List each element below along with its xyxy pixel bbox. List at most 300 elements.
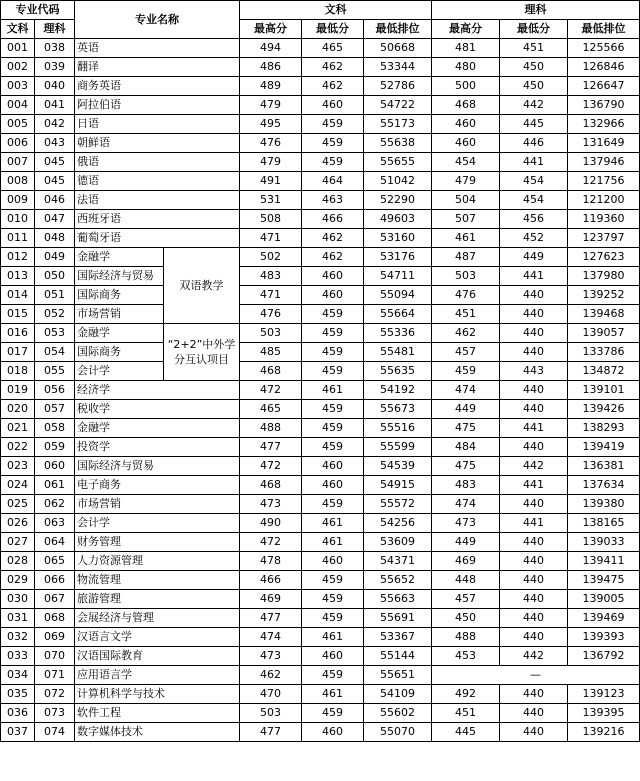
li-rank-cell: 132966 [568,115,640,134]
table-row [1,153,640,172]
wen-min-cell: 459 [302,134,364,153]
li-min-cell: 440 [500,723,568,742]
li-rank-cell: 139123 [568,685,640,704]
wen-max-cell: 489 [240,77,302,96]
wen-rank-cell: 55516 [364,419,432,438]
wen-max-cell: 472 [240,457,302,476]
major-name-cell: 会计学 [75,514,240,533]
li-code-cell: 065 [35,552,75,571]
wen-min-cell: 459 [302,343,364,362]
wen-min-cell: 459 [302,571,364,590]
wen-max-cell: 476 [240,305,302,324]
wen-max-cell: 468 [240,476,302,495]
li-max-cell: 449 [432,400,500,419]
wen-max-cell: 485 [240,343,302,362]
li-rank-cell: 123797 [568,229,640,248]
li-rank-cell: 136790 [568,96,640,115]
wen-min-cell: 460 [302,96,364,115]
li-rank-cell: 139469 [568,609,640,628]
wen-min-cell: 465 [302,39,364,58]
li-max-cell: 451 [432,305,500,324]
major-name-cell: 数字媒体技术 [75,723,240,742]
wen-rank-cell: 53160 [364,229,432,248]
li-min-cell: 440 [500,381,568,400]
wen-max-cell: 471 [240,286,302,305]
wen-max-cell: 479 [240,153,302,172]
wen-code-cell: 017 [1,343,35,362]
wen-max-cell: 491 [240,172,302,191]
li-rank-cell: 133786 [568,343,640,362]
major-name-cell: 汉语言文学 [75,628,240,647]
wen-min-cell: 462 [302,58,364,77]
li-max-cell: 503 [432,267,500,286]
wen-max-cell: 531 [240,191,302,210]
table-row [1,628,640,647]
table-row [1,191,640,210]
table-row [1,552,640,571]
wen-rank-cell: 54539 [364,457,432,476]
wen-rank-cell: 53609 [364,533,432,552]
wen-max-cell: 490 [240,514,302,533]
wen-rank-cell: 55691 [364,609,432,628]
li-rank-cell: 121756 [568,172,640,191]
table-row [1,723,640,742]
li-max-cell: 484 [432,438,500,457]
wen-code-header: 文科 [1,20,35,39]
li-code-cell: 041 [35,96,75,115]
li-rank-cell: 138293 [568,419,640,438]
li-max-cell: 459 [432,362,500,381]
li-rank-cell: 139005 [568,590,640,609]
li-max-cell: 450 [432,609,500,628]
li-code-cell: 050 [35,267,75,286]
li-min-cell: 450 [500,58,568,77]
li-min-cell: 440 [500,400,568,419]
li-rank-cell: 138165 [568,514,640,533]
major-name-cell: 市场营销 [75,495,240,514]
wen-code-cell: 012 [1,248,35,267]
wen-code-cell: 024 [1,476,35,495]
wen-min-cell: 459 [302,362,364,381]
wen-max-cell: 472 [240,533,302,552]
wen-code-cell: 037 [1,723,35,742]
wen-rank-cell: 55173 [364,115,432,134]
wen-max-cell: 466 [240,571,302,590]
li-max-cell: 483 [432,476,500,495]
li-min-cell: 445 [500,115,568,134]
wen-max-cell: 473 [240,495,302,514]
wen-min-cell: 461 [302,685,364,704]
wen-rank-cell: 54192 [364,381,432,400]
table-row [1,438,640,457]
li-max-cell: 487 [432,248,500,267]
wen-code-cell: 030 [1,590,35,609]
li-code-cell: 066 [35,571,75,590]
table-row [1,571,640,590]
wen-code-cell: 009 [1,191,35,210]
li-min-cell: 440 [500,495,568,514]
li-code-cell: 068 [35,609,75,628]
li-max-cell: 488 [432,628,500,647]
wen-max-cell: 477 [240,723,302,742]
wen-code-cell: 020 [1,400,35,419]
wen-code-cell: 034 [1,666,35,685]
wen-code-cell: 015 [1,305,35,324]
wen-max-cell: 470 [240,685,302,704]
li-max-cell: 449 [432,533,500,552]
li-code-cell: 074 [35,723,75,742]
li-rank-cell: 139475 [568,571,640,590]
li-rank-cell: 139393 [568,628,640,647]
wen-min-cell: 463 [302,191,364,210]
li-min-cell: 440 [500,628,568,647]
wen-max-cell: 495 [240,115,302,134]
wen-max-cell: 473 [240,647,302,666]
table-row [1,476,640,495]
wen-rank-cell: 55336 [364,324,432,343]
li-code-cell: 063 [35,514,75,533]
li-code-cell: 054 [35,343,75,362]
li-max-cell: 454 [432,153,500,172]
wen-max-cell: 502 [240,248,302,267]
li-code-header: 理科 [35,20,75,39]
wen-rank-cell: 55572 [364,495,432,514]
no-score-mark: — [432,666,640,685]
li-code-cell: 045 [35,153,75,172]
li-min-cell: 450 [500,77,568,96]
wen-code-cell: 003 [1,77,35,96]
li-min-cell: 440 [500,590,568,609]
wen-min-cell: 459 [302,153,364,172]
wen-code-cell: 023 [1,457,35,476]
wen-rank-cell: 53344 [364,58,432,77]
wen-rank-cell: 55655 [364,153,432,172]
wen-min-cell: 459 [302,400,364,419]
wen-code-cell: 026 [1,514,35,533]
li-max-header: 最高分 [432,20,500,39]
li-code-cell: 053 [35,324,75,343]
wen-max-header: 最高分 [240,20,302,39]
major-name-cell: 物流管理 [75,571,240,590]
wen-code-cell: 022 [1,438,35,457]
li-code-cell: 038 [35,39,75,58]
li-min-cell: 452 [500,229,568,248]
wen-max-cell: 486 [240,58,302,77]
wen-code-cell: 014 [1,286,35,305]
li-code-cell: 052 [35,305,75,324]
table-row [1,324,640,343]
li-min-cell: 443 [500,362,568,381]
wen-min-cell: 459 [302,419,364,438]
li-max-cell: 504 [432,191,500,210]
table-row [1,172,640,191]
li-code-cell: 062 [35,495,75,514]
li-max-cell: 476 [432,286,500,305]
wen-rank-cell: 55651 [364,666,432,685]
table-body [1,39,640,742]
li-max-cell: 462 [432,324,500,343]
table-row [1,419,640,438]
li-min-cell: 440 [500,552,568,571]
li-min-cell: 441 [500,267,568,286]
li-min-cell: 440 [500,571,568,590]
wen-min-cell: 461 [302,381,364,400]
wen-code-cell: 021 [1,419,35,438]
wen-max-cell: 503 [240,324,302,343]
li-min-cell: 442 [500,96,568,115]
wen-rank-cell: 50668 [364,39,432,58]
li-rank-cell: 139426 [568,400,640,419]
li-rank-cell: 136381 [568,457,640,476]
wen-min-cell: 459 [302,495,364,514]
wen-max-cell: 465 [240,400,302,419]
li-min-cell: 456 [500,210,568,229]
wen-max-cell: 477 [240,438,302,457]
li-max-cell: 480 [432,58,500,77]
wen-rank-cell: 54915 [364,476,432,495]
wen-code-cell: 010 [1,210,35,229]
li-max-cell: 475 [432,457,500,476]
li-rank-cell: 126846 [568,58,640,77]
wen-rank-cell: 55144 [364,647,432,666]
wen-max-cell: 483 [240,267,302,286]
table-row [1,381,640,400]
table-row [1,305,640,324]
table-row [1,248,640,267]
table-row [1,533,640,552]
major-name-cell: 软件工程 [75,704,240,723]
li-rank-cell: 131649 [568,134,640,153]
li-code-cell: 060 [35,457,75,476]
li-code-cell: 058 [35,419,75,438]
wen-rank-cell: 53176 [364,248,432,267]
wen-rank-cell: 51042 [364,172,432,191]
wen-rank-cell: 52786 [364,77,432,96]
table-row [1,210,640,229]
wen-code-cell: 005 [1,115,35,134]
li-rank-cell: 139419 [568,438,640,457]
li-rank-cell: 139380 [568,495,640,514]
li-max-cell: 457 [432,590,500,609]
major-name-cell: 金融学 [75,248,164,267]
wen-min-cell: 460 [302,476,364,495]
table-row [1,704,640,723]
major-name-cell: 财务管理 [75,533,240,552]
li-rank-cell: 139411 [568,552,640,571]
li-code-cell: 042 [35,115,75,134]
table-row [1,77,640,96]
li-code-cell: 067 [35,590,75,609]
table-row [1,286,640,305]
wen-rank-cell: 55481 [364,343,432,362]
wen-min-cell: 459 [302,609,364,628]
program-2plus2-note: “2+2”中外学分互认项目 [164,324,240,381]
major-name-cell: 市场营销 [75,305,164,324]
wen-rank-cell: 55599 [364,438,432,457]
li-max-cell: 460 [432,134,500,153]
wen-rank-cell: 54256 [364,514,432,533]
li-max-cell: 453 [432,647,500,666]
wen-min-cell: 460 [302,286,364,305]
table-row [1,514,640,533]
wen-rank-cell: 55070 [364,723,432,742]
wen-min-cell: 461 [302,628,364,647]
li-max-cell: 507 [432,210,500,229]
li-code-cell: 048 [35,229,75,248]
wen-max-cell: 477 [240,609,302,628]
li-min-cell: 441 [500,419,568,438]
li-code-cell: 069 [35,628,75,647]
major-name-cell: 旅游管理 [75,590,240,609]
major-name-cell: 计算机科学与技术 [75,685,240,704]
wen-min-cell: 459 [302,666,364,685]
major-name-cell: 金融学 [75,419,240,438]
major-name-cell: 国际商务 [75,343,164,362]
major-name-cell: 汉语国际教育 [75,647,240,666]
li-min-cell: 440 [500,343,568,362]
li-min-cell: 442 [500,457,568,476]
li-max-cell: 492 [432,685,500,704]
wen-min-cell: 460 [302,457,364,476]
wen-code-cell: 001 [1,39,35,58]
major-name-cell: 会计学 [75,362,164,381]
li-min-cell: 440 [500,324,568,343]
major-name-cell: 电子商务 [75,476,240,495]
wen-code-cell: 002 [1,58,35,77]
li-max-cell: 448 [432,571,500,590]
li-code-cell: 051 [35,286,75,305]
wen-max-cell: 474 [240,628,302,647]
li-max-cell: 474 [432,495,500,514]
major-name-cell: 西班牙语 [75,210,240,229]
li-max-cell: 475 [432,419,500,438]
li-rank-cell: 127623 [568,248,640,267]
major-name-cell: 经济学 [75,381,240,400]
wen-max-cell: 468 [240,362,302,381]
li-rank-cell: 139216 [568,723,640,742]
major-name-cell: 德语 [75,172,240,191]
wen-max-cell: 479 [240,96,302,115]
wen-max-cell: 503 [240,704,302,723]
li-max-cell: 500 [432,77,500,96]
li-code-cell: 073 [35,704,75,723]
li-rank-cell: 137980 [568,267,640,286]
bilingual-note: 双语教学 [164,248,240,324]
wen-max-cell: 469 [240,590,302,609]
major-name-cell: 国际经济与贸易 [75,267,164,286]
wen-code-cell: 025 [1,495,35,514]
major-name-cell: 商务英语 [75,77,240,96]
major-name-cell: 人力资源管理 [75,552,240,571]
wen-min-cell: 460 [302,267,364,286]
li-code-cell: 040 [35,77,75,96]
wen-min-cell: 462 [302,229,364,248]
li-min-cell: 454 [500,191,568,210]
li-min-cell: 441 [500,514,568,533]
li-code-cell: 046 [35,191,75,210]
li-min-cell: 446 [500,134,568,153]
wen-min-cell: 466 [302,210,364,229]
li-max-cell: 474 [432,381,500,400]
li-min-cell: 442 [500,647,568,666]
li-code-cell: 049 [35,248,75,267]
li-min-cell: 440 [500,438,568,457]
table-row [1,58,640,77]
wen-min-cell: 460 [302,723,364,742]
li-min-cell: 449 [500,248,568,267]
wen-code-cell: 035 [1,685,35,704]
wen-rank-cell: 55673 [364,400,432,419]
wen-rank-cell: 54109 [364,685,432,704]
major-name-cell: 应用语言学 [75,666,240,685]
major-name-cell: 法语 [75,191,240,210]
li-min-cell: 440 [500,533,568,552]
li-code-cell: 059 [35,438,75,457]
li-min-cell: 440 [500,609,568,628]
major-name-cell: 投资学 [75,438,240,457]
li-code-cell: 072 [35,685,75,704]
li-min-cell: 441 [500,476,568,495]
li-min-cell: 440 [500,704,568,723]
wen-rank-cell: 55652 [364,571,432,590]
li-code-cell: 061 [35,476,75,495]
li-rank-cell: 119360 [568,210,640,229]
wen-min-cell: 461 [302,533,364,552]
li-min-cell: 441 [500,153,568,172]
li-rank-cell: 134872 [568,362,640,381]
li-code-cell: 043 [35,134,75,153]
li-code-cell: 047 [35,210,75,229]
wen-rank-cell: 55638 [364,134,432,153]
wen-rank-cell: 49603 [364,210,432,229]
table-row [1,39,640,58]
wen-rank-cell: 55664 [364,305,432,324]
table-row [1,343,640,362]
wen-rank-header: 最低排位 [364,20,432,39]
wen-rank-cell: 55602 [364,704,432,723]
wen-rank-cell: 55094 [364,286,432,305]
major-name-cell: 国际经济与贸易 [75,457,240,476]
table-row [1,400,640,419]
li-code-cell: 056 [35,381,75,400]
li-max-cell: 473 [432,514,500,533]
wen-min-cell: 464 [302,172,364,191]
wen-code-cell: 004 [1,96,35,115]
major-name-cell: 俄语 [75,153,240,172]
wen-code-cell: 019 [1,381,35,400]
li-code-cell: 039 [35,58,75,77]
header-row-1 [1,1,640,20]
major-name-cell: 翻译 [75,58,240,77]
table-row [1,134,640,153]
wen-max-cell: 488 [240,419,302,438]
li-max-cell: 468 [432,96,500,115]
li-code-cell: 064 [35,533,75,552]
wen-code-cell: 016 [1,324,35,343]
table-row [1,115,640,134]
wen-min-cell: 459 [302,590,364,609]
wen-min-cell: 459 [302,115,364,134]
li-rank-cell: 126647 [568,77,640,96]
table-row [1,495,640,514]
wen-code-cell: 029 [1,571,35,590]
table-row [1,362,640,381]
table-row [1,96,640,115]
wen-code-cell: 013 [1,267,35,286]
li-rank-cell: 137946 [568,153,640,172]
wen-code-cell: 028 [1,552,35,571]
li-min-cell: 440 [500,286,568,305]
